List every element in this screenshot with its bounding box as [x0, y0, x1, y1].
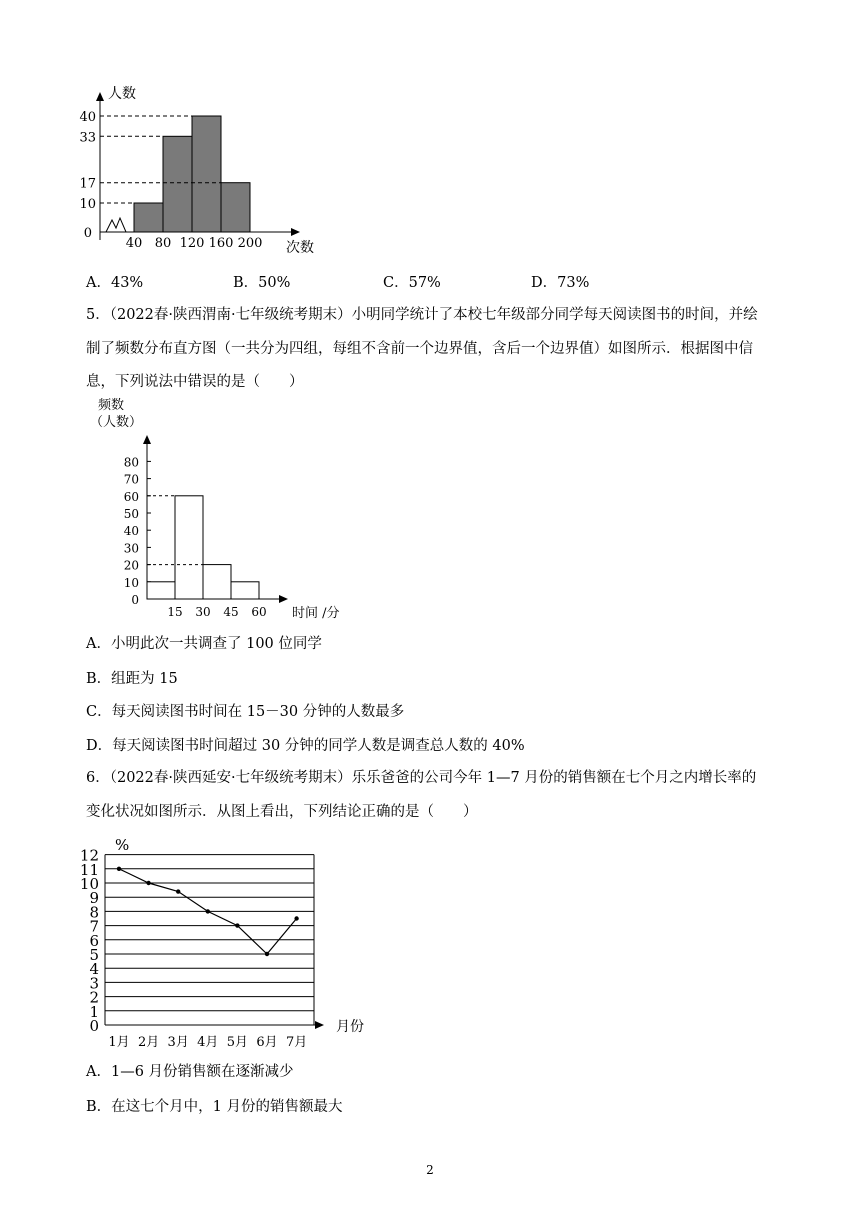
q6-option-a-letter: A． — [86, 1064, 111, 1080]
y-tick-label: 5 — [89, 946, 99, 964]
y-tick-label: 3 — [89, 974, 99, 993]
q6-option-a-text: 1—6 月份销售额在逐渐减少 — [110, 1064, 294, 1080]
x-axis-arrow — [291, 228, 300, 236]
q6-stem-line-1 — [86, 766, 756, 787]
q6-stem-line-2: 变化状况如图所示．从图上看出，下列结论正确的是（ ） — [86, 804, 478, 820]
y-tick-label: 2 — [89, 988, 99, 1007]
q6-source: （2022春·陕西延安·七年级统考期末） — [109, 770, 352, 786]
q5-option-a-text: 小明此次一共调查了 100 位同学 — [110, 636, 322, 652]
y-axis-arrow — [96, 92, 104, 101]
bar — [175, 496, 203, 599]
q5-stem-line-3: 息，下列说法中错误的是（ ） — [86, 374, 304, 390]
y-tick-label: 60 — [123, 489, 139, 504]
q4-option-b — [233, 271, 290, 292]
bar — [163, 136, 192, 232]
q4-option-b-text: 50% — [258, 275, 291, 291]
q6-number: 6． — [86, 770, 110, 786]
y-tick-label: 4 — [89, 960, 99, 979]
x-axis-label: 次数 — [286, 240, 314, 256]
q4-option-c-letter: C． — [383, 275, 409, 291]
y-tick-label: 70 — [123, 472, 139, 487]
q6-text-1: 乐乐爸爸的公司今年 1—7 月份的销售额在七个月之内增长率的 — [351, 770, 757, 786]
q5-option-b-text: 组距为 15 — [111, 671, 178, 687]
q5-option-c-text: 每天阅读图书时间在 15－30 分钟的人数最多 — [111, 704, 405, 720]
q5-option-c — [86, 700, 404, 721]
x-axis-label: 时间 /分 — [292, 606, 340, 620]
q5-text-1: 小明同学统计了本校七年级部分同学每天阅读图书的时间，并绘 — [351, 307, 758, 323]
y-tick-label: 30 — [123, 541, 139, 556]
chart-histogram-counts — [70, 82, 340, 258]
q4-option-d-letter: D． — [531, 275, 558, 291]
y-axis-label: 人数 — [108, 86, 136, 102]
x-tick-label: 5月 — [226, 1035, 249, 1050]
x-tick-label: 60 — [251, 605, 267, 619]
y-axis-label: % — [115, 836, 130, 854]
x-tick-label: 30 — [195, 605, 211, 619]
data-point — [265, 952, 269, 956]
x-tick-label: 120 — [179, 236, 205, 251]
data-point — [176, 889, 180, 893]
q5-option-d-letter: D． — [86, 738, 113, 754]
q5-option-b — [86, 667, 178, 688]
q4-option-a-letter: A． — [86, 275, 111, 291]
y-tick-label: 50 — [123, 507, 139, 521]
q4-option-c-text: 57% — [408, 275, 441, 291]
x-tick-label: 80 — [154, 236, 172, 251]
q6-option-b-letter: B． — [86, 1099, 112, 1115]
bar — [147, 582, 175, 599]
bar — [134, 203, 163, 232]
q4-option-a — [86, 271, 143, 292]
y-tick-label: 6 — [89, 931, 99, 950]
axis-break-mark — [106, 218, 126, 232]
y-tick-label: 40 — [79, 110, 96, 125]
q5-source: （2022春·陕西渭南·七年级统考期末） — [109, 307, 352, 323]
x-axis-arrow — [279, 595, 288, 603]
q4-option-b-letter: B． — [233, 275, 259, 291]
data-point — [235, 923, 239, 927]
bar — [221, 183, 250, 232]
x-tick-label: 7月 — [285, 1035, 308, 1050]
y-tick-label: 12 — [79, 846, 99, 865]
q4-option-c — [383, 271, 441, 292]
q4-option-a-text: 43% — [110, 275, 144, 291]
x-tick-label: 45 — [223, 605, 239, 619]
page-number: 2 — [426, 1163, 434, 1177]
data-point — [146, 881, 150, 885]
x-tick-label: 15 — [167, 605, 183, 619]
y-tick-label: 10 — [79, 197, 96, 212]
y-tick-label: 0 — [131, 593, 139, 607]
y-tick-label: 0 — [83, 226, 92, 241]
q5-stem-line-2: 制了频数分布直方图（一共分为四组，每组不含前一个边界值，含后一个边界值）如图所示．根据图中信 — [86, 341, 753, 357]
x-tick-label: 6月 — [256, 1035, 278, 1050]
x-tick-label: 4月 — [197, 1035, 219, 1050]
y-axis-label-line-1: 频数 — [98, 398, 125, 413]
q6-option-b — [86, 1095, 343, 1116]
chart-growth-rate-line — [78, 830, 378, 1055]
x-axis-label: 月份 — [336, 1019, 364, 1035]
data-point — [206, 909, 210, 913]
y-axis-arrow — [143, 435, 151, 444]
y-tick-label: 8 — [89, 903, 99, 922]
y-tick-label: 33 — [79, 130, 96, 146]
y-tick-label: 0 — [89, 1017, 99, 1035]
x-tick-label: 40 — [125, 236, 143, 251]
q5-option-d — [86, 734, 525, 755]
q5-number: 5． — [86, 307, 110, 323]
x-tick-label: 1月 — [108, 1035, 130, 1050]
y-tick-label: 10 — [79, 875, 99, 893]
y-tick-label: 1 — [89, 1002, 99, 1021]
q5-option-c-letter: C． — [86, 704, 112, 720]
q5-option-a-letter: A． — [86, 636, 111, 652]
q5-option-b-letter: B． — [86, 671, 112, 687]
y-tick-label: 9 — [89, 889, 99, 908]
q5-stem-line-1 — [86, 303, 758, 324]
x-tick-label: 200 — [237, 236, 263, 251]
y-tick-label: 17 — [79, 176, 96, 192]
y-tick-label: 80 — [123, 455, 139, 470]
bar — [192, 116, 221, 232]
q6-option-b-text: 在这七个月中，1 月份的销售额最大 — [111, 1099, 343, 1115]
y-tick-label: 7 — [89, 917, 99, 936]
bar — [231, 582, 259, 599]
y-tick-label: 10 — [123, 575, 139, 590]
x-tick-label: 160 — [208, 236, 234, 251]
data-point — [117, 867, 121, 871]
q4-option-d — [531, 271, 589, 292]
y-tick-label: 40 — [123, 524, 139, 539]
x-tick-label: 3月 — [167, 1035, 189, 1050]
y-axis-label-line-2: （人数） — [90, 415, 143, 430]
y-tick-label: 11 — [79, 860, 99, 879]
chart-reading-time-histogram — [80, 395, 370, 620]
x-axis-arrow — [315, 1021, 324, 1029]
q6-option-a — [86, 1060, 294, 1081]
x-tick-label: 2月 — [137, 1035, 160, 1050]
y-tick-label: 20 — [123, 558, 139, 573]
bar — [203, 565, 231, 599]
q5-option-a — [86, 632, 322, 653]
data-point — [294, 916, 298, 920]
q5-option-d-text: 每天阅读图书时间超过 30 分钟的同学人数是调查总人数的 40% — [112, 738, 525, 754]
q4-option-d-text: 73% — [557, 275, 590, 291]
